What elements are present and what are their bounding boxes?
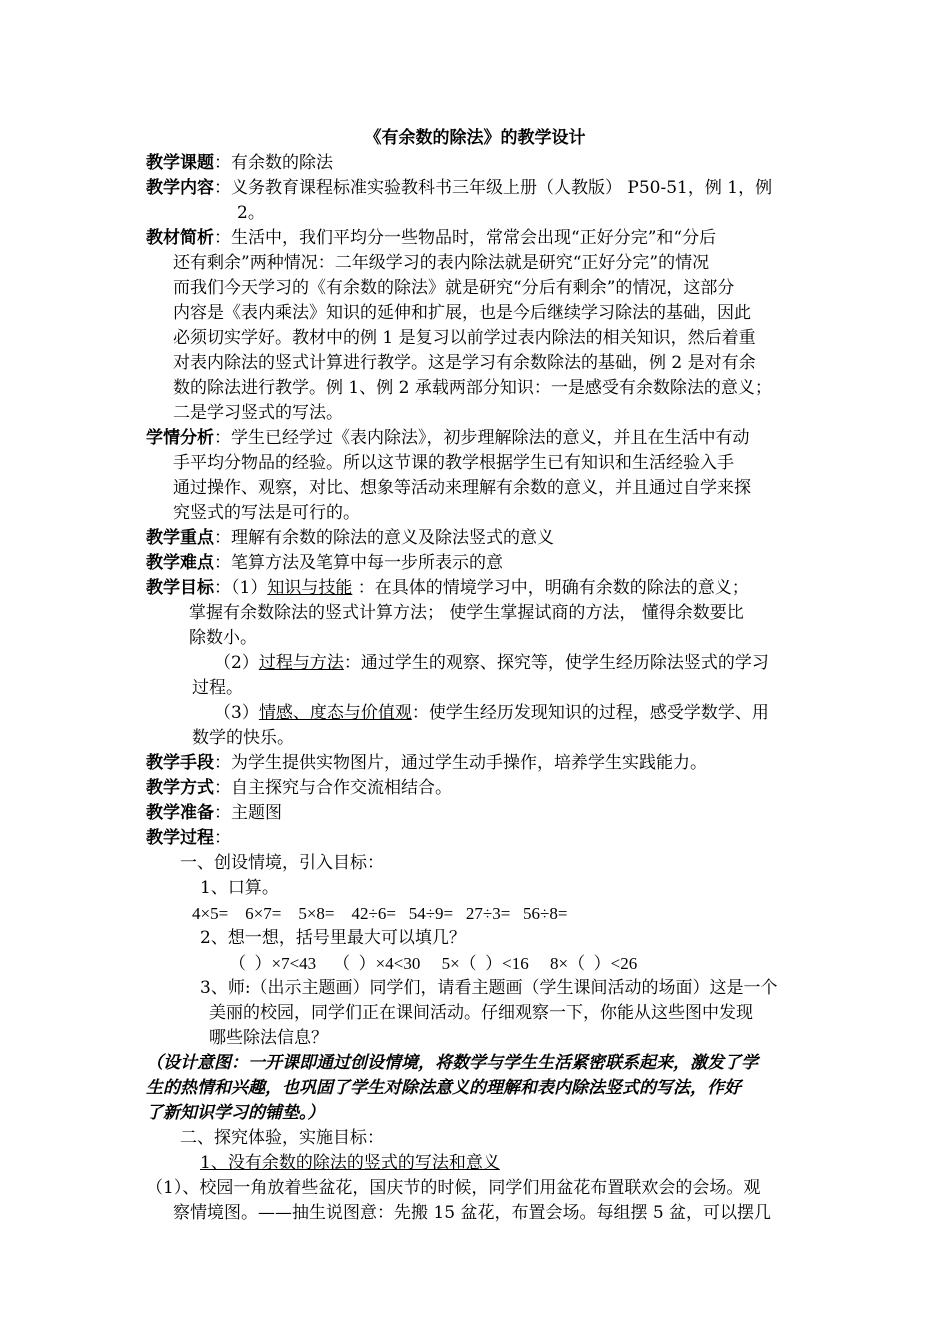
content-text-1: 义务教育课程标准实验教科书三年级上册（人教版） P50-51，例 1，例 [231, 178, 773, 198]
goal-3-text-1: ：使学生经历发现知识的过程，感受学数学、用 [411, 703, 769, 723]
material-line [146, 226, 716, 251]
material-text-1: 还有剩余”两种情况：二年级学习的表内除法就是研究“正好分完”的情况 [173, 253, 710, 273]
students-sep: ： [214, 428, 231, 448]
students-text-1: 手平均分物品的经验。所以这节课的教学根据学生已有知识和生活经验入手 [173, 453, 734, 473]
key-point-label: 教学重点 [146, 528, 214, 548]
material-text-5: 对表内除法的竖式计算进行教学。这是学习有余数除法的基础，例 2 是对有余 [173, 353, 756, 373]
content-label: 教学内容 [146, 178, 214, 198]
means-label: 教学手段 [146, 753, 214, 773]
prep-label: 教学准备 [146, 803, 214, 823]
key-point-sep: ： [214, 528, 231, 548]
goal-3-line [214, 701, 769, 726]
students-label: 学情分析 [146, 428, 214, 448]
section-1-item-2: 2、想一想，括号里最大可以填几？ [200, 928, 466, 948]
process-label: 教学过程 [146, 828, 214, 848]
goals-sep: ： [214, 578, 231, 598]
topic-value: 有余数的除法 [231, 153, 333, 173]
difficulty-line [146, 551, 503, 576]
goal-2-prefix: （2） [214, 653, 259, 673]
goal-1-text-2: 掌握有余数除法的竖式计算方法； 使学生掌握试商的方法， 懂得余数要比 [189, 603, 744, 623]
section-2-heading: 二、探究体验，实施目标： [180, 1128, 384, 1148]
design-intent-text-3: 了新知识学习的铺垫。） [146, 1103, 325, 1123]
content-line [146, 176, 772, 201]
section-1-item-3-text-1: 3、师:（出示主题画）同学们，请看主题画（学生课间活动的场面）这是一个 [200, 978, 778, 998]
process-sep: ： [214, 828, 231, 848]
goals-label: 教学目标 [146, 578, 214, 598]
design-intent-text-2: 生的热情和兴趣，也巩固了学生对除法意义的理解和表内除法竖式的写法，作好 [146, 1078, 741, 1098]
topic-line [146, 151, 333, 176]
difficulty-label: 教学难点 [146, 553, 214, 573]
material-text-6: 数的除法进行教学。例 1、例 2 承载两部分知识：一是感受有余数除法的意义； [173, 378, 772, 398]
content-sep: ： [214, 178, 231, 198]
goal-2-title: 过程与方法 [258, 653, 344, 673]
students-text-2: 通过操作、观察，对比、想象等活动来理解有余数的意义，并且通过自学来探 [173, 478, 751, 498]
document-title: 《有余数的除法》的教学设计 [364, 128, 586, 148]
goal-3-title: 情感、度态与价值观 [258, 703, 412, 723]
goal-2-line [214, 651, 769, 676]
key-point-value: 理解有余数的除法的意义及除法竖式的意义 [231, 528, 554, 548]
prep-line [146, 801, 282, 826]
section-2-para-text-2: 察情境图。——抽生说图意：先搬 15 盆花，布置会场。每组摆 5 盆，可以摆几 [173, 1203, 772, 1223]
section-1-item-1: 1、口算。 [200, 878, 279, 898]
material-text-4: 必须切实学好。教材中的例 1 是复习以前学过表内除法的相关知识，然后着重 [173, 328, 756, 348]
section-1-item-3-text-3: 哪些除法信息？ [209, 1028, 328, 1048]
method-label: 教学方式 [146, 778, 214, 798]
oral-calc-row: 4×5= 6×7= 5×8= 42÷6= 54÷9= 27÷3= 56÷8= [192, 904, 568, 923]
design-intent-text-1: （设计意图：一开课即通过创设情境，将数学与学生生活紧密联系起来，激发了学 [146, 1053, 758, 1073]
process-line [146, 826, 231, 851]
topic-label: 教学课题 [146, 153, 214, 173]
means-sep: ： [214, 753, 231, 773]
means-value: 为学生提供实物图片，通过学生动手操作，培养学生实践能力。 [231, 753, 707, 773]
difficulty-sep: ： [214, 553, 231, 573]
method-value: 自主探究与合作交流相结合。 [231, 778, 452, 798]
key-point-line [146, 526, 554, 551]
goal-2-text-2: 过程。 [192, 678, 243, 698]
students-line [146, 426, 750, 451]
students-text-3: 究竖式的写法是可行的。 [173, 503, 360, 523]
material-text-2: 而我们今天学习的《有余数的除法》就是研究“分后有剩余”的情况，这部分 [173, 278, 735, 298]
goal-3-text-2: 数学的快乐。 [192, 728, 294, 748]
material-text-7: 二是学习竖式的写法。 [173, 403, 343, 423]
means-line [146, 751, 707, 776]
material-text-3: 内容是《表内乘法》知识的延伸和扩展，也是今后继续学习除法的基础，因此 [173, 303, 751, 323]
goals-line [146, 576, 749, 601]
section-1-heading: 一、创设情境，引入目标： [180, 853, 384, 873]
material-sep: ： [214, 228, 231, 248]
section-2-para-text-1: （1）、校园一角放着些盆花，国庆节的时候，同学们用盆花布置联欢会的会场。观 [146, 1178, 761, 1198]
section-1-item-3-text-2: 美丽的校园，同学们正在课间活动。仔细观察一下，你能从这些图中发现 [209, 1003, 753, 1023]
goal-2-text-1: ：通过学生的观察、探究等，使学生经历除法竖式的学习 [343, 653, 769, 673]
topic-sep: ： [214, 153, 231, 173]
prep-value: 主题图 [231, 803, 282, 823]
students-text-0: 学生已经学过《表内除法》，初步理解除法的意义，并且在生活中有动 [231, 428, 750, 448]
goal-1-text-1: ：在具体的情境学习中，明确有余数的除法的意义； [352, 578, 749, 598]
goal-1-title: 知识与技能 [267, 578, 353, 598]
goal-1-text-3: 除数小。 [189, 628, 257, 648]
goal-3-prefix: （3） [214, 703, 259, 723]
content-text-2: 2。 [237, 203, 265, 223]
method-sep: ： [214, 778, 231, 798]
difficulty-value: 笔算方法及笔算中每一步所表示的意 [231, 553, 503, 573]
goal-1-prefix: （1） [231, 578, 268, 598]
bracket-questions-row: （ ）×7<43 （ ）×4<30 5×（ ）<16 8×（ ）<26 [229, 954, 638, 973]
method-line [146, 776, 452, 801]
section-2-subheading: 1、没有余数的除法的竖式的写法和意义 [200, 1153, 500, 1173]
material-label: 教材简析 [146, 228, 214, 248]
material-text-0: 生活中，我们平均分一些物品时，常常会出现“正好分完”和“分后 [231, 228, 717, 248]
prep-sep: ： [214, 803, 231, 823]
